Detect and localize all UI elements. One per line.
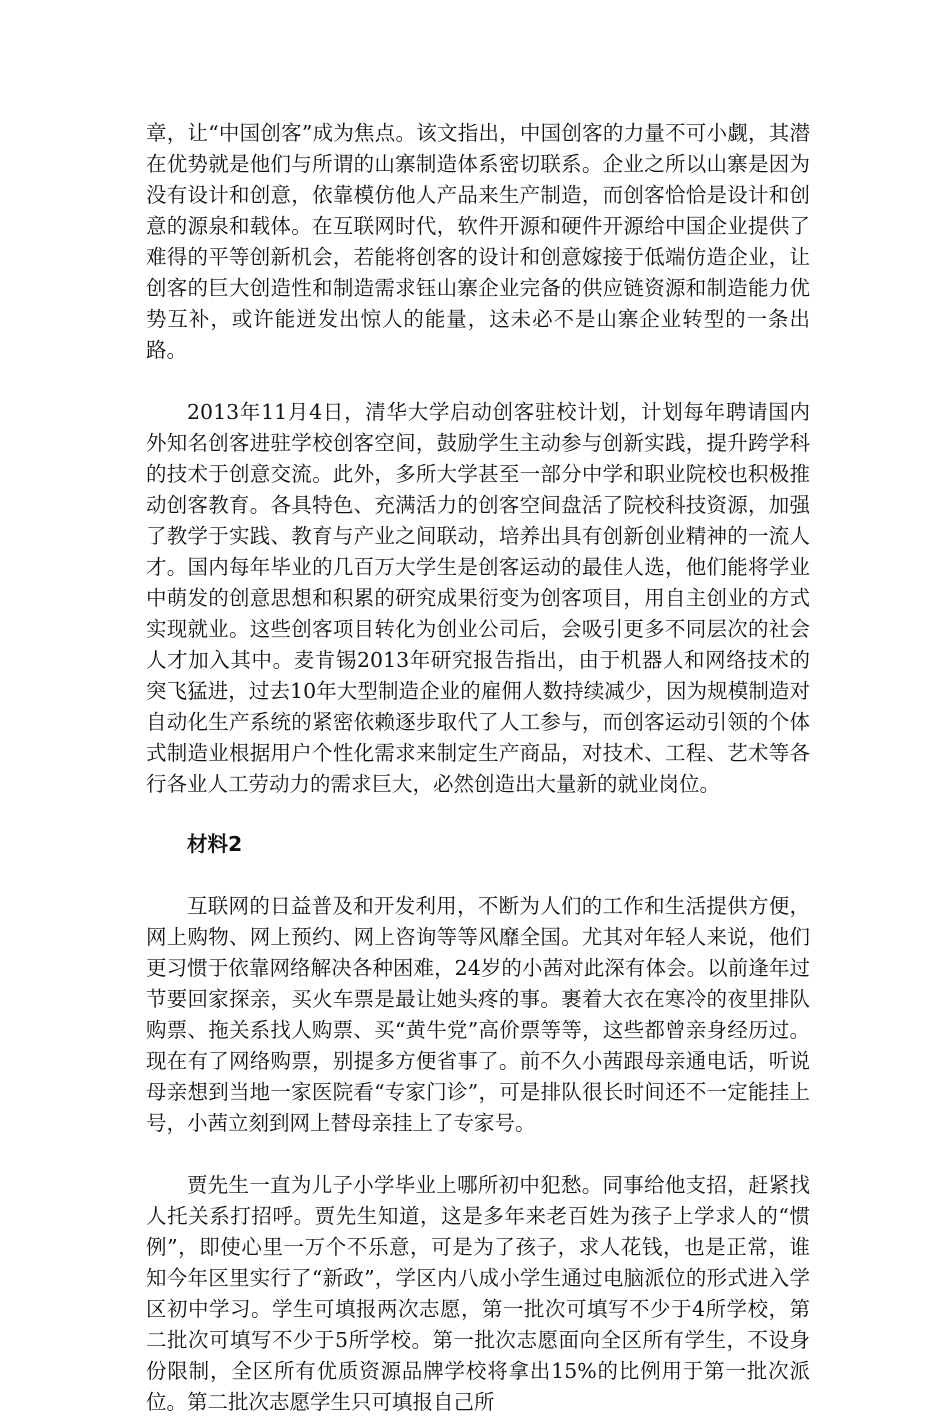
paragraph-1: 章，让“中国创客”成为焦点。该文指出，中国创客的力量不可小觑，其潜在优势就是他们与所谓的山寨制造体系密切联系。企业之所以山寨是因为没有设计和创意，依靠模仿他人产品来生产制造，而创客恰恰是设计和创意的源泉和载体。在互联网时代，软件开源和硬件开源给中国企业提供了难得的平等创新机会，若能将创客的设计和创意嫁接于低端仿造企业，让创客的巨大创造性和制造需求钰山寨企业完备的供应链资源和制造能力优势互补，或许能迸发出惊人的能量，这未必不是山寨企业转型的一条出路。	[146, 121, 810, 362]
paragraph-4: 贾先生一直为儿子小学毕业上哪所初中犯愁。同事给他支招，赶紧找人托关系打招呼。贾先生知道，这是多年来老百姓为孩子上学求人的“惯例”，即使心里一万个不乐意，可是为了孩子，求人花钱，也是正常，谁知今年区里实行了“新政”，学区内八成小学生通过电脑派位的形式进入学区初中学习。学生可填报两次志愿，第一批次可填写不少于4所学校，第二批次可填写不少于5所学校。第一批次志愿面向全区所有学生，不设身份限制，全区所有优质资源品牌学校将拿出15%的比例用于第一批次派位。第二批次志愿学生只可填报自己所	[146, 1173, 810, 1414]
paragraph-3: 互联网的日益普及和开发利用，不断为人们的工作和生活提供方便，网上购物、网上预约、网上咨询等等风靡全国。尤其对年轻人来说，他们更习惯于依靠网络解决各种困难，24岁的小茜对此深有体会。以前逢年过节要回家探亲，买火车票是最让她头疼的事。裹着大衣在寒冷的夜里排队购票、拖关系找人购票、买“黄牛党”高价票等等，这些都曾亲身经历过。现在有了网络购票，别提多方便省事了。前不久小茜跟母亲通电话，听说母亲想到当地一家医院看“专家门诊”，可是排队很长时间还不一定能挂上号，小茜立刻到网上替母亲挂上了专家号。	[146, 894, 810, 1135]
paragraph-2: 2013年11月4日，清华大学启动创客驻校计划，计划每年聘请国内外知名创客进驻学校创客空间，鼓励学生主动参与创新实践，提升跨学科的技术于创意交流。此外，多所大学甚至一部分中学和职业院校也积极推动创客教育。各具特色、充满活力的创客空间盘活了院校科技资源，加强了教学于实践、教育与产业之间联动，培养出具有创新创业精神的一流人才。国内每年毕业的几百万大学生是创客运动的最佳人选，他们能将学业中萌发的创意思想和积累的研究成果衍变为创客项目，用自主创业的方式实现就业。这些创客项目转化为创业公司后，会吸引更多不同层次的社会人才加入其中。麦肯锡2013年研究报告指出，由于机器人和网络技术的突飞猛进，过去10年大型制造企业的雇佣人数持续减少，因为规模制造对自动化生产系统的紧密依赖逐步取代了人工参与，而创客运动引领的个体式制造业根据用户个性化需求来制定生产商品，对技术、工程、艺术等各行各业人工劳动力的需求巨大，必然创造出大量新的就业岗位。	[146, 400, 810, 796]
document-page	[146, 118, 810, 1418]
section-heading-material-2: 材料2	[187, 832, 243, 856]
